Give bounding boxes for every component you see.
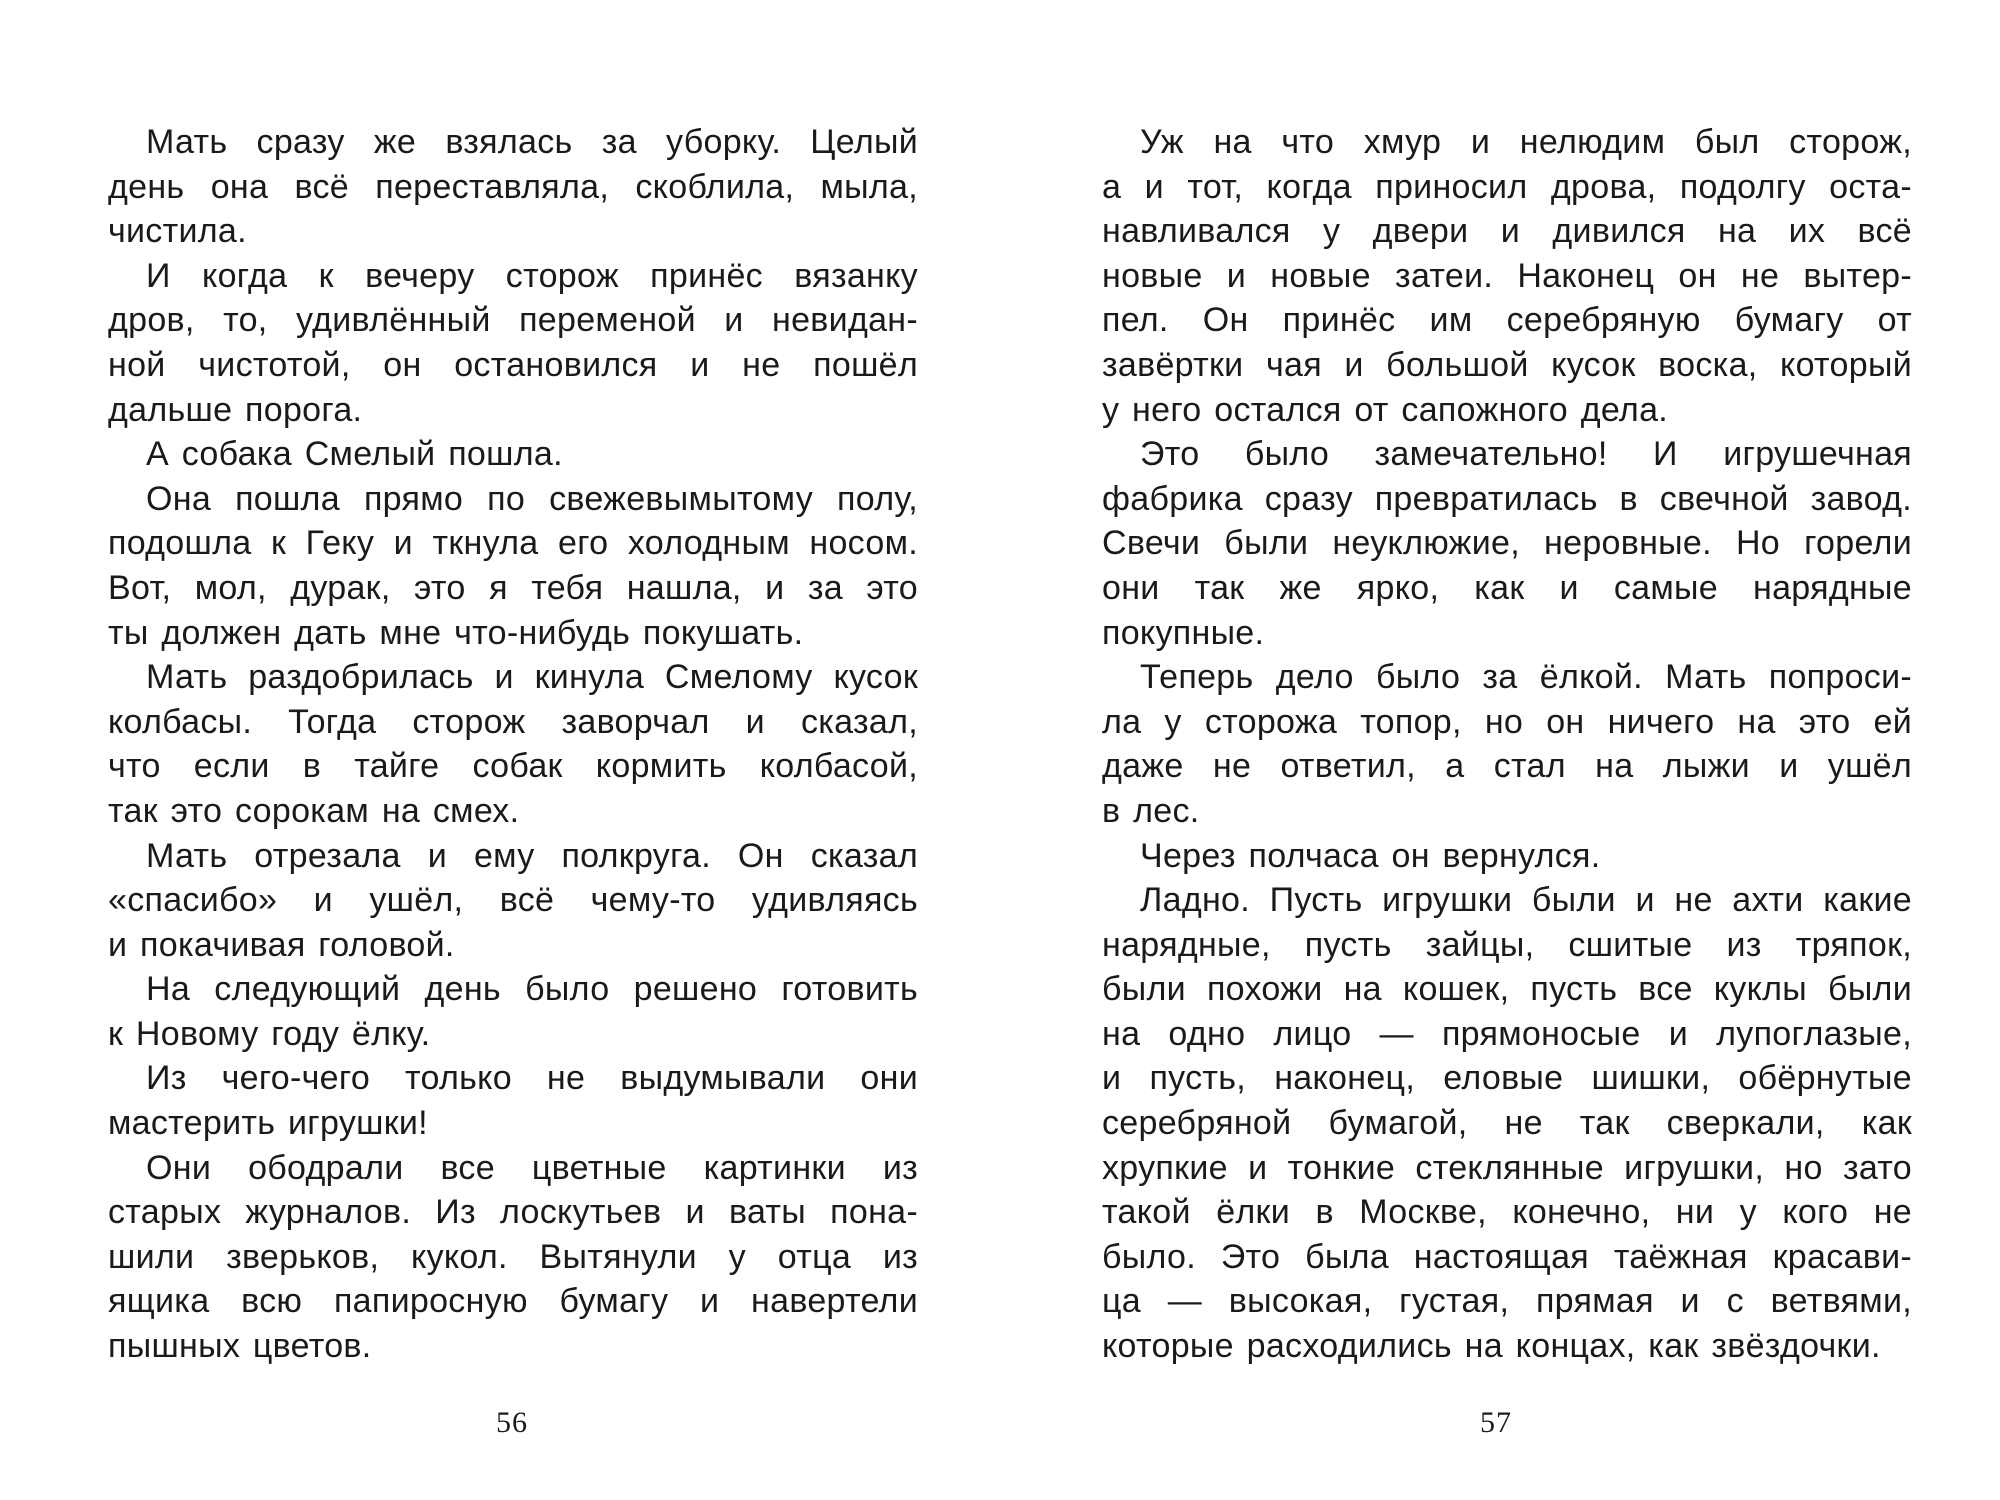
text-line: ла у сторожа топор, но он ничего на это ей [1102,702,1912,741]
text-line: мастерить игрушки! [108,1104,428,1143]
text-line: ящика всю папиросную бумагу и навертели [108,1282,918,1321]
text-line: и покачивая головой. [108,925,455,964]
text-line: такой ёлки в Москве, конечно, ни у кого не [1102,1193,1912,1232]
text-line: покупные. [1102,613,1265,652]
paragraph [1102,834,1912,879]
right-page [1000,0,2000,1500]
right-page-text [1102,120,1912,1369]
text-line: нарядные, пусть зайцы, сшитые из тряпок, [1102,925,1912,964]
paragraph [1102,432,1912,655]
text-line: в лес. [1102,791,1200,830]
text-line: шили зверьков, кукол. Вытянули у отца из [108,1237,918,1276]
text-line: а и тот, когда приносил дрова, подолгу оста- [1102,167,1912,206]
text-line: старых журналов. Из лоскутьев и ваты пона- [108,1193,918,1232]
text-line: пел. Он принёс им серебряную бумагу от [1102,301,1912,340]
text-line: они так же ярко, как и самые нарядные [1102,568,1912,607]
paragraph [108,477,918,655]
paragraph [108,967,918,1056]
text-line: новые и новые затеи. Наконец он не вытер- [1102,256,1912,295]
paragraph [108,834,918,968]
text-line: Свечи были неуклюжие, неровные. Но горели [1102,524,1912,563]
left-page-text [108,120,918,1369]
text-line: Она пошла прямо по свежевымытому полу, [146,479,918,518]
text-line: и пусть, наконец, еловые шишки, обёрнутые [1102,1059,1912,1098]
paragraph [108,254,918,432]
text-line: фабрика сразу превратилась в свечной завод. [1102,479,1912,518]
text-line: чистила. [108,212,247,251]
text-line: Это было замечательно! И игрушечная [1140,435,1912,474]
text-line: Через полчаса он вернулся. [1140,836,1601,875]
paragraph [108,432,918,477]
text-line: к Новому году ёлку. [108,1014,431,1053]
text-line: Уж на что хмур и нелюдим был сторож, [1140,123,1912,161]
text-line: ца — высокая, густая, прямая и с ветвями, [1102,1282,1912,1321]
text-line: пышных цветов. [108,1327,372,1366]
text-line: у него остался от сапожного дела. [1102,390,1669,429]
text-line: Вот, мол, дурак, это я тебя нашла, и за это [108,568,918,607]
text-line: Ладно. Пусть игрушки были и не ахти какие [1140,881,1912,920]
text-line: на одно лицо — прямоносые и лупоглазые, [1102,1014,1912,1053]
text-line: были похожи на кошек, пусть все куклы были [1102,970,1912,1009]
text-line: дров, то, удивлённый переменой и невидан- [108,301,918,340]
text-line: Теперь дело было за ёлкой. Мать попроси- [1140,658,1912,697]
paragraph [1102,655,1912,833]
text-line: день она всё переставляла, скоблила, мыла, [108,167,918,206]
text-line: серебряной бумагой, не так сверкали, как [1102,1104,1912,1143]
text-line: «спасибо» и ушёл, всё чему-то удивляясь [108,881,918,920]
text-line: Мать раздобрилась и кинула Смелому кусок [146,658,918,697]
paragraph [108,1146,918,1369]
paragraph [108,655,918,833]
text-line: ной чистотой, он остановился и не пошёл [108,345,918,384]
text-line: колбасы. Тогда сторож заворчал и сказал, [108,702,918,741]
text-line: что если в тайге собак кормить колбасой, [108,747,918,786]
text-line: ты должен дать мне что-нибудь покушать. [108,613,804,652]
text-line: даже не ответил, а стал на лыжи и ушёл [1102,747,1912,786]
text-line: А собака Смелый пошла. [146,435,563,474]
paragraph [1102,120,1912,432]
text-line: Они ободрали все цветные картинки из [146,1148,918,1187]
paragraph [1102,878,1912,1369]
paragraph [108,1056,918,1145]
text-line: навливался у двери и дивился на их всё [1102,212,1912,251]
text-line: И когда к вечеру сторож принёс вязанку [146,256,918,295]
text-line: На следующий день было решено готовить [146,970,918,1009]
text-line: Из чего-чего только не выдумывали они [146,1059,918,1098]
page-number: 56 [496,1406,528,1439]
page-number: 57 [1480,1406,1512,1439]
paragraph [108,120,918,254]
text-line: было. Это была настоящая таёжная красави- [1102,1237,1912,1276]
text-line: завёртки чая и большой кусок воска, который [1102,345,1912,384]
text-line: хрупкие и тонкие стеклянные игрушки, но зато [1102,1148,1912,1187]
text-line: Мать отрезала и ему полкруга. Он сказал [146,836,918,875]
text-line: дальше порога. [108,390,363,429]
text-line: так это сорокам на смех. [108,791,520,830]
text-line: подошла к Геку и ткнула его холодным носом. [108,524,918,563]
text-line: Мать сразу же взялась за уборку. Целый [146,123,918,161]
text-line: которые расходились на концах, как звёздочки. [1102,1327,1881,1366]
